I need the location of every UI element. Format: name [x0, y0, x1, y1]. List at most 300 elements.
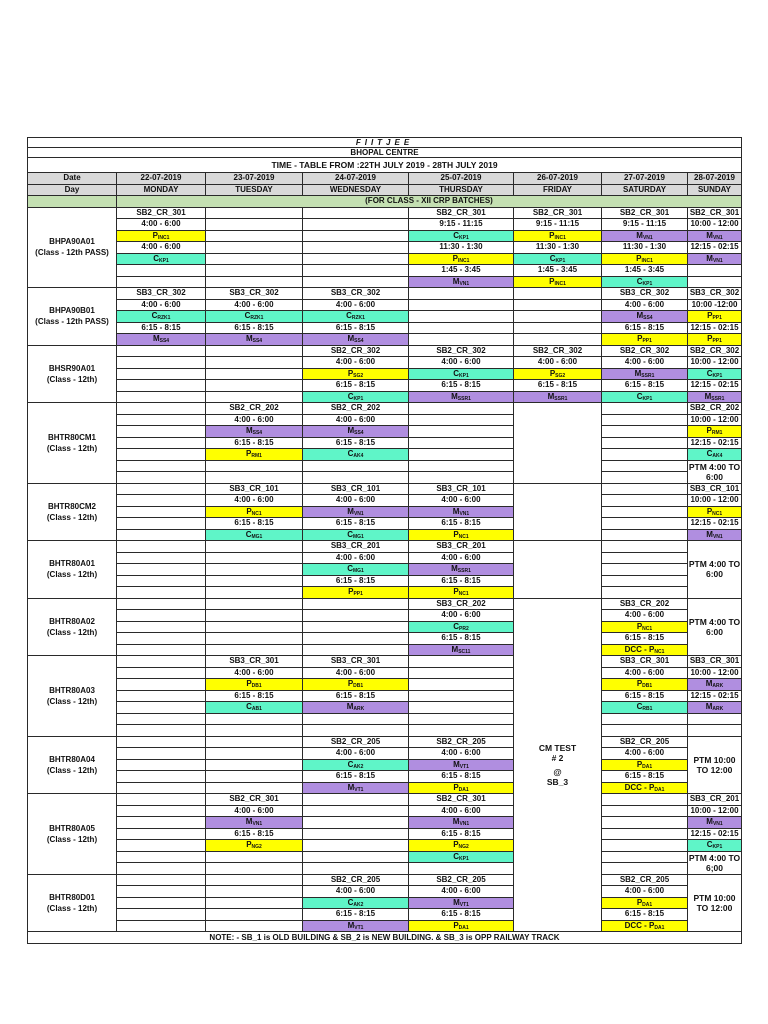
slot-cell: 4:00 - 6:00 — [602, 610, 688, 622]
date-row — [28, 173, 742, 185]
slot-cell: 4:00 - 6:00 — [206, 805, 303, 817]
day-label: Day — [28, 184, 117, 196]
empty-cell — [117, 667, 206, 679]
empty-cell — [206, 644, 303, 656]
subject-cell: $P_{INC1}$ — [514, 276, 602, 288]
subject-cell: $P_{DA1}$ — [602, 759, 688, 771]
slot-cell: 1:45 - 3:45 — [602, 265, 688, 277]
timetable-row — [28, 667, 742, 679]
empty-cell — [514, 299, 602, 311]
empty-cell — [206, 886, 303, 898]
empty-cell — [117, 794, 206, 806]
empty-cell — [409, 690, 514, 702]
slot-cell: 4:00 - 6:00 — [409, 748, 514, 760]
slot-cell: 6:15 - 8:15 — [303, 771, 409, 783]
subject-cell: $M_{VN1}$ — [409, 817, 514, 829]
empty-cell — [409, 656, 514, 668]
timetable-row — [28, 840, 742, 852]
batch-class: (Class - 12th) — [46, 834, 98, 844]
batch-class: (Class - 12th) — [46, 765, 98, 775]
timetable-sheet — [27, 137, 742, 944]
slot-cell: SB3_CR_202 — [602, 598, 688, 610]
timetable-row — [28, 610, 742, 622]
timetable-row — [28, 368, 742, 380]
empty-cell — [303, 725, 409, 737]
empty-cell — [409, 437, 514, 449]
timetable-row — [28, 460, 742, 472]
slot-cell: SB3_CR_301 — [688, 656, 742, 668]
slot-cell: 12:15 - 02:15 — [688, 828, 742, 840]
empty-cell — [206, 230, 303, 242]
empty-cell — [688, 265, 742, 277]
subject-cell: $C_{KP1}$ — [514, 253, 602, 265]
empty-cell — [206, 265, 303, 277]
slot-cell: 4:00 - 6:00 — [409, 610, 514, 622]
subject-cell: $C_{PR2}$ — [409, 621, 514, 633]
subject-cell: $M_{VT1}$ — [303, 920, 409, 932]
empty-cell — [117, 380, 206, 392]
empty-cell — [303, 276, 409, 288]
batch-code: BHTR80A04 — [49, 754, 95, 764]
subject-cell: $P_{NC1}$ — [409, 587, 514, 599]
subject-cell: $P_{DA1}$ — [409, 920, 514, 932]
timetable-row — [28, 644, 742, 656]
slot-cell: SB3_CR_301 — [206, 656, 303, 668]
subject-cell: $M_{VN1}$ — [206, 817, 303, 829]
empty-cell — [117, 633, 206, 645]
empty-cell — [117, 414, 206, 426]
subject-cell: $P_{SG2}$ — [514, 368, 602, 380]
timetable-row — [28, 529, 742, 541]
slot-cell: 6:15 - 8:15 — [409, 909, 514, 921]
empty-cell — [409, 299, 514, 311]
slot-cell: 6:15 - 8:15 — [206, 437, 303, 449]
batch-code: BHTR80A03 — [49, 685, 95, 695]
slot-cell: 6:15 - 8:15 — [206, 828, 303, 840]
timetable-row — [28, 759, 742, 771]
empty-cell — [206, 897, 303, 909]
slot-cell: 4:00 - 6:00 — [602, 886, 688, 898]
slot-cell: 4:00 - 6:00 — [206, 667, 303, 679]
empty-cell — [206, 219, 303, 231]
empty-cell — [206, 368, 303, 380]
empty-cell — [409, 667, 514, 679]
timetable-row — [28, 656, 742, 668]
empty-cell — [117, 679, 206, 691]
subject-cell: $P_{NC1}$ — [206, 506, 303, 518]
batch-class: (Class - 12th) — [46, 512, 98, 522]
subject-cell: $M_{SS4}$ — [303, 426, 409, 438]
slot-cell: 9:15 - 11:15 — [409, 219, 514, 231]
slot-cell: 12:15 - 02:15 — [688, 242, 742, 254]
timetable-row — [28, 311, 742, 323]
empty-cell — [206, 564, 303, 576]
empty-cell — [206, 920, 303, 932]
empty-cell — [409, 426, 514, 438]
empty-cell — [602, 403, 688, 415]
slot-cell: SB3_CR_302 — [303, 288, 409, 300]
empty-cell — [206, 345, 303, 357]
slot-cell: 6:15 - 8:15 — [409, 633, 514, 645]
empty-cell — [117, 472, 206, 484]
timetable-row — [28, 874, 742, 886]
slot-cell: 6:15 - 8:15 — [303, 518, 409, 530]
slot-cell: 11:30 - 1:30 — [409, 242, 514, 254]
subject-cell: $M_{VN1}$ — [409, 276, 514, 288]
slot-cell: 6:15 - 8:15 — [409, 380, 514, 392]
batch-code: BHTR80CM2 — [47, 501, 96, 511]
slot-cell: SB3_CR_302 — [206, 288, 303, 300]
empty-cell — [117, 909, 206, 921]
empty-cell — [602, 794, 688, 806]
empty-cell — [514, 311, 602, 323]
empty-cell — [409, 702, 514, 714]
batch-class: (Class - 12th PASS) — [35, 248, 109, 258]
slot-cell: 6:15 - 8:15 — [514, 380, 602, 392]
slot-cell: SB3_CR_101 — [303, 483, 409, 495]
day-header: SATURDAY — [602, 184, 688, 196]
timetable-row — [28, 679, 742, 691]
timetable-row — [28, 472, 742, 484]
subject-cell: $C_{KP1}$ — [602, 276, 688, 288]
empty-cell — [602, 426, 688, 438]
batch-code: BHTR80A05 — [49, 823, 95, 833]
timetable-row — [28, 794, 742, 806]
slot-cell: 4:00 - 6:00 — [303, 357, 409, 369]
slot-cell: SB2_CR_205 — [303, 736, 409, 748]
timetable-row — [28, 207, 742, 219]
slot-cell: SB2_CR_202 — [206, 403, 303, 415]
empty-cell — [602, 805, 688, 817]
empty-cell — [117, 403, 206, 415]
subject-cell: $M_{ARK}$ — [303, 702, 409, 714]
empty-cell — [409, 863, 514, 875]
slot-cell: 4:00 - 6:00 — [206, 299, 303, 311]
empty-cell — [117, 863, 206, 875]
slot-cell: 10:00 - 12:00 — [688, 219, 742, 231]
day-row — [28, 184, 742, 196]
timetable-row — [28, 345, 742, 357]
batch-code: BHSR90A01 — [48, 363, 96, 373]
empty-cell — [206, 713, 303, 725]
slot-cell: 4:00 - 6:00 — [409, 805, 514, 817]
timetable-row — [28, 817, 742, 829]
ptm-cell: PTM 10:00 TO 12:00 — [688, 736, 742, 794]
slot-cell: SB3_CR_301 — [602, 656, 688, 668]
logo-text: FIITJEE — [28, 138, 742, 148]
empty-cell — [514, 334, 602, 346]
subject-cell: $C_{AK4}$ — [688, 449, 742, 461]
slot-cell: 4:00 - 6:00 — [206, 495, 303, 507]
slot-cell: 6:15 - 8:15 — [206, 322, 303, 334]
subject-cell: $P_{DB1}$ — [303, 679, 409, 691]
slot-cell: 6:15 - 8:15 — [409, 828, 514, 840]
friday-blank-cell — [514, 483, 602, 541]
dcc-cell: DCC - $P_{DA1}$ — [602, 782, 688, 794]
empty-cell — [303, 253, 409, 265]
timetable-row — [28, 495, 742, 507]
timetable-row — [28, 403, 742, 415]
timetable-row — [28, 449, 742, 461]
empty-cell — [602, 863, 688, 875]
empty-cell — [117, 541, 206, 553]
timetable-row — [28, 230, 742, 242]
slot-cell: 10:00 - 12:00 — [688, 357, 742, 369]
timetable-row — [28, 805, 742, 817]
ptm-cell: PTM 4:00 TO 6:00 — [688, 461, 741, 482]
timetable-row — [28, 541, 742, 553]
batch-name-cell — [28, 403, 117, 484]
empty-cell — [117, 483, 206, 495]
empty-cell — [409, 311, 514, 323]
empty-cell — [602, 529, 688, 541]
timetable-row — [28, 828, 742, 840]
slot-cell: SB2_CR_301 — [602, 207, 688, 219]
subject-cell: $C_{KP1}$ — [409, 851, 514, 863]
empty-cell — [117, 529, 206, 541]
empty-cell — [409, 460, 514, 472]
subject-cell: $M_{SC11}$ — [409, 644, 514, 656]
empty-cell — [117, 345, 206, 357]
subject-cell: $P_{PP1}$ — [303, 587, 409, 599]
slot-cell: 4:00 - 6:00 — [514, 357, 602, 369]
slot-cell: 6:15 - 8:15 — [602, 633, 688, 645]
subject-cell: $P_{INC1}$ — [602, 253, 688, 265]
slot-cell: SB3_CR_301 — [303, 656, 409, 668]
slot-cell: 12:15 - 02:15 — [688, 437, 742, 449]
subject-cell: $C_{KP1}$ — [409, 368, 514, 380]
slot-cell: SB2_CR_301 — [409, 794, 514, 806]
batch-name-cell — [28, 598, 117, 656]
empty-cell — [117, 598, 206, 610]
slot-cell: 12:15 - 02:15 — [688, 380, 742, 392]
timetable-row — [28, 426, 742, 438]
batch-class: (Class - 12th) — [46, 374, 98, 384]
empty-cell — [602, 725, 688, 737]
empty-cell — [117, 817, 206, 829]
batch-class: (Class - 12th PASS) — [35, 317, 109, 327]
batch-name-cell — [28, 874, 117, 932]
empty-cell — [117, 575, 206, 587]
empty-cell — [303, 840, 409, 852]
subject-cell: $M_{VN1}$ — [688, 253, 742, 265]
empty-cell — [303, 621, 409, 633]
slot-cell: 10:00 - 12:00 — [688, 667, 742, 679]
subject-cell: $C_{AK2}$ — [303, 897, 409, 909]
timetable-row — [28, 598, 742, 610]
empty-cell — [303, 644, 409, 656]
timetable-row — [28, 713, 742, 725]
slot-cell: SB2_CR_302 — [303, 345, 409, 357]
empty-cell — [602, 552, 688, 564]
timetable-row — [28, 633, 742, 645]
slot-cell: 4:00 - 6:00 — [303, 414, 409, 426]
timetable-row — [28, 725, 742, 737]
dcc-cell: DCC - $P_{DA1}$ — [602, 920, 688, 932]
slot-cell: SB3_CR_101 — [409, 483, 514, 495]
slot-cell: 4:00 - 6:00 — [117, 299, 206, 311]
empty-cell — [514, 288, 602, 300]
empty-cell — [206, 725, 303, 737]
slot-cell: 4:00 - 6:00 — [409, 495, 514, 507]
empty-cell — [117, 610, 206, 622]
batch-name-cell — [28, 736, 117, 794]
batch-name-cell — [28, 794, 117, 875]
empty-cell — [117, 656, 206, 668]
slot-cell: 12:15 - 02:15 — [688, 518, 742, 530]
empty-cell — [602, 828, 688, 840]
timetable-row — [28, 276, 742, 288]
subject-cell: $M_{VN1}$ — [602, 230, 688, 242]
empty-cell — [303, 817, 409, 829]
timetable-row — [28, 322, 742, 334]
batch-code: BHTR80CM1 — [47, 432, 96, 442]
empty-cell — [117, 759, 206, 771]
slot-cell: SB3_CR_101 — [688, 483, 742, 495]
date-header: 26-07-2019 — [514, 173, 602, 185]
empty-cell — [206, 472, 303, 484]
empty-cell — [602, 414, 688, 426]
empty-cell — [409, 713, 514, 725]
empty-cell — [602, 437, 688, 449]
subject-cell: $C_{AK2}$ — [303, 759, 409, 771]
slot-cell: SB3_CR_302 — [688, 288, 742, 300]
empty-cell — [303, 598, 409, 610]
subject-cell: $M_{VN1}$ — [409, 506, 514, 518]
slot-cell: 4:00 - 6:00 — [602, 748, 688, 760]
slot-cell: SB2_CR_302 — [688, 345, 742, 357]
subject-cell: $C_{RB1}$ — [602, 702, 688, 714]
empty-cell — [303, 265, 409, 277]
day-header: SUNDAY — [688, 184, 742, 196]
cm-test-cell — [514, 598, 602, 932]
subject-cell: $M_{SSR1}$ — [688, 391, 742, 403]
timetable-row — [28, 748, 742, 760]
batch-class: (Class - 12th) — [46, 903, 98, 913]
empty-cell — [206, 759, 303, 771]
empty-cell — [117, 276, 206, 288]
dcc-cell: DCC - $P_{NC1}$ — [602, 644, 688, 656]
slot-cell: 6:15 - 8:15 — [602, 322, 688, 334]
slot-cell: 10:00 - 12:00 — [688, 495, 742, 507]
timetable-row — [28, 736, 742, 748]
empty-cell — [602, 541, 688, 553]
slot-cell: 4:00 - 6:00 — [602, 667, 688, 679]
slot-cell: SB2_CR_302 — [602, 345, 688, 357]
slot-cell: SB2_CR_301 — [206, 794, 303, 806]
slot-cell: 6:15 - 8:15 — [303, 690, 409, 702]
empty-cell — [303, 828, 409, 840]
timetable-row — [28, 771, 742, 783]
subject-cell: $M_{SSR1}$ — [514, 391, 602, 403]
ptm-cell: PTM 10:00 TO 12:00 — [688, 874, 742, 932]
timetable-row — [28, 414, 742, 426]
slot-cell: 12:15 - 02:15 — [688, 690, 742, 702]
subject-cell: $M_{VN1}$ — [688, 817, 742, 829]
empty-cell — [206, 782, 303, 794]
slot-cell: 10:00 -12:00 — [688, 299, 742, 311]
slot-cell: SB2_CR_301 — [688, 207, 742, 219]
slot-cell: 6:15 - 8:15 — [303, 437, 409, 449]
subject-cell: $M_{VT1}$ — [409, 759, 514, 771]
subject-cell: $C_{MG1}$ — [303, 564, 409, 576]
slot-cell: 4:00 - 6:00 — [602, 299, 688, 311]
slot-cell: 4:00 - 6:00 — [303, 667, 409, 679]
empty-cell — [409, 725, 514, 737]
empty-cell — [117, 874, 206, 886]
friday-blank-cell — [514, 541, 602, 599]
timetable-row — [28, 886, 742, 898]
empty-cell — [602, 817, 688, 829]
batch-code: BHPA90A01 — [49, 237, 95, 247]
empty-cell — [206, 552, 303, 564]
slot-cell: 6:15 - 8:15 — [206, 518, 303, 530]
empty-cell — [206, 391, 303, 403]
empty-cell — [206, 242, 303, 254]
day-header: WEDNESDAY — [303, 184, 409, 196]
band-spacer — [28, 196, 117, 208]
subject-cell: $C_{KP1}$ — [688, 840, 742, 852]
friday-blank-cell — [514, 403, 602, 484]
empty-cell — [117, 748, 206, 760]
timetable-row — [28, 920, 742, 932]
timetable-row — [28, 863, 742, 875]
empty-cell — [206, 207, 303, 219]
slot-cell: SB2_CR_205 — [602, 736, 688, 748]
empty-cell — [206, 863, 303, 875]
empty-cell — [409, 472, 514, 484]
batch-name-cell — [28, 207, 117, 288]
subject-cell: $P_{NC1}$ — [688, 506, 742, 518]
timetable-row — [28, 782, 742, 794]
empty-cell — [303, 230, 409, 242]
slot-cell: SB3_CR_302 — [117, 288, 206, 300]
batch-name-cell — [28, 288, 117, 346]
empty-cell — [206, 621, 303, 633]
subject-cell: $P_{RM1}$ — [206, 449, 303, 461]
slot-cell: 6:15 - 8:15 — [602, 690, 688, 702]
slot-cell: SB2_CR_205 — [409, 736, 514, 748]
empty-cell — [117, 920, 206, 932]
timetable-row — [28, 380, 742, 392]
day-header: MONDAY — [117, 184, 206, 196]
subject-cell: $P_{RM1}$ — [688, 426, 742, 438]
timetable-row — [28, 483, 742, 495]
empty-cell — [117, 564, 206, 576]
slot-cell: SB3_CR_101 — [206, 483, 303, 495]
subject-cell: $C_{KP1}$ — [688, 368, 742, 380]
centre-name: BHOPAL CENTRE — [28, 148, 742, 158]
empty-cell — [602, 518, 688, 530]
timetable-row — [28, 851, 742, 863]
empty-cell — [409, 403, 514, 415]
ptm-cell: PTM 4:00 TO 6:00 — [688, 598, 742, 656]
empty-cell — [303, 863, 409, 875]
timetable-row — [28, 702, 742, 714]
subject-cell: $C_{RZK1}$ — [117, 311, 206, 323]
slot-cell: 6:15 - 8:15 — [409, 575, 514, 587]
subject-cell: $C_{RZK1}$ — [303, 311, 409, 323]
slot-cell: 4:00 - 6:00 — [409, 552, 514, 564]
slot-cell: 6:15 - 8:15 — [303, 575, 409, 587]
batch-class: (Class - 12th) — [46, 570, 98, 580]
empty-cell — [117, 357, 206, 369]
empty-cell — [117, 426, 206, 438]
slot-cell: 1:45 - 3:45 — [514, 265, 602, 277]
slot-cell: 6:15 - 8:15 — [602, 771, 688, 783]
empty-cell — [117, 587, 206, 599]
empty-cell — [602, 472, 688, 484]
